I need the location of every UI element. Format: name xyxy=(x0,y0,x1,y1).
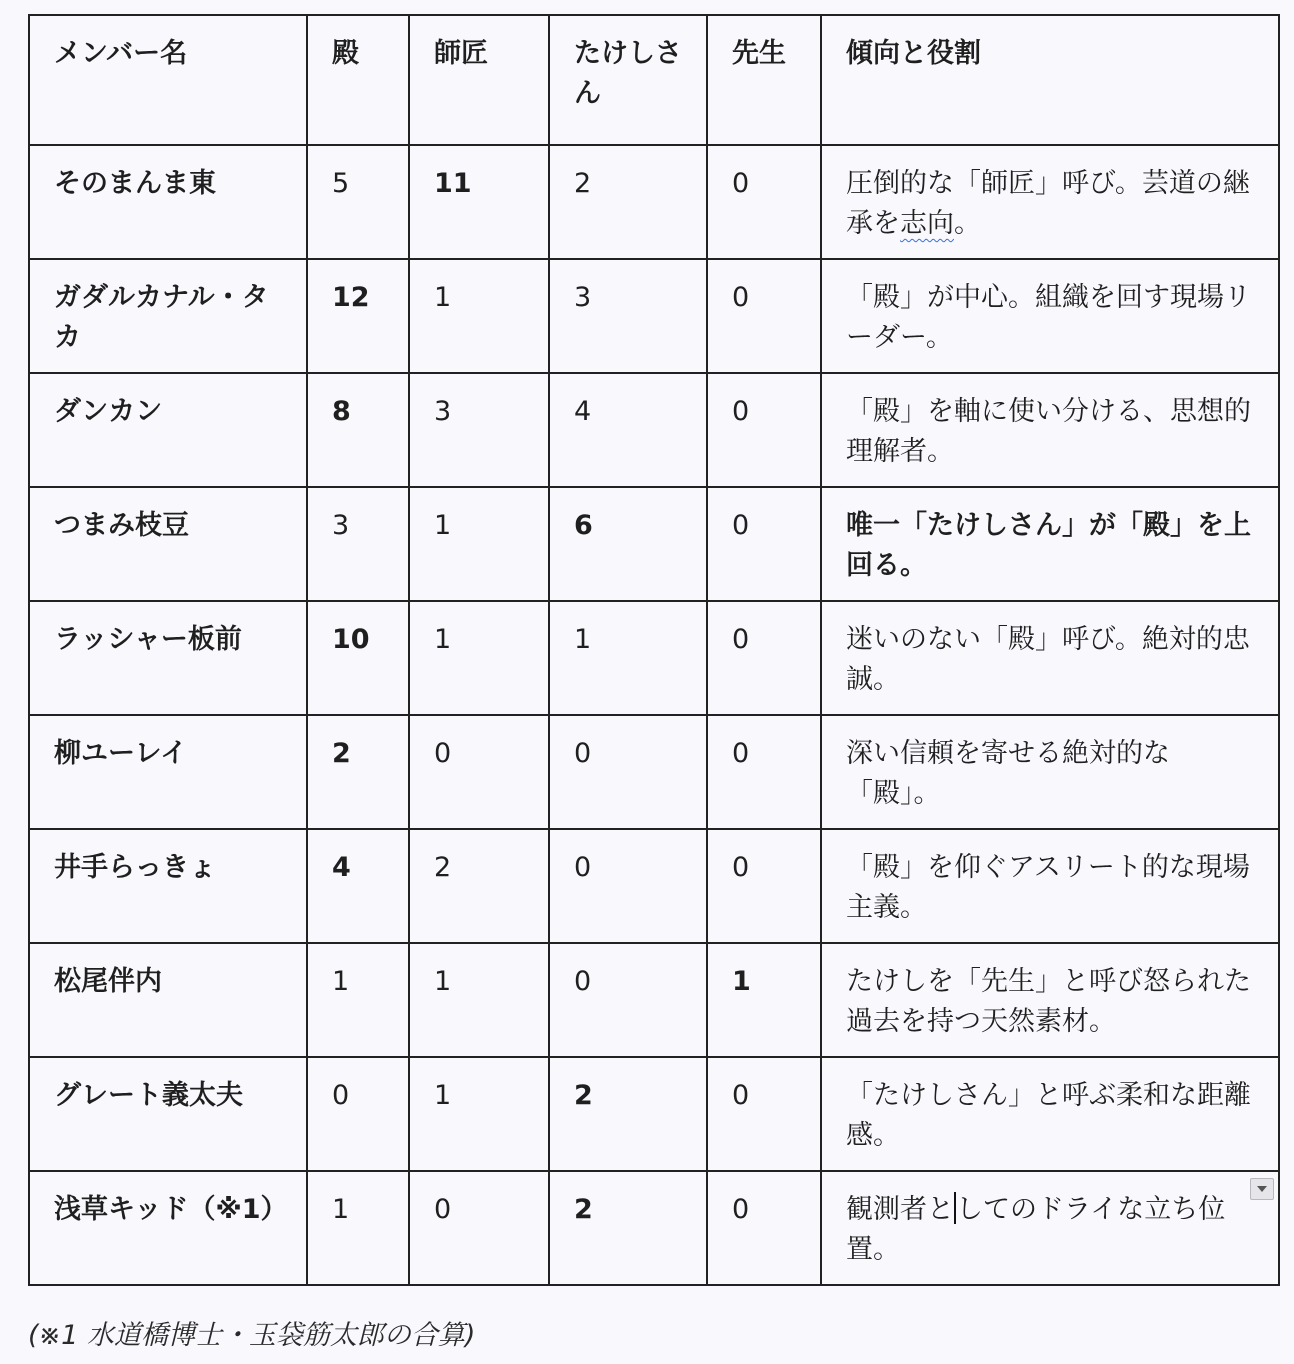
shisho-count-cell[interactable]: 0 xyxy=(409,1171,549,1285)
tono-count-cell[interactable]: 1 xyxy=(307,943,409,1057)
header-role[interactable]: 傾向と役割 xyxy=(821,15,1279,145)
table-row xyxy=(29,943,1279,1057)
role-cell[interactable]: 深い信頼を寄せる絶対的な「殿」。 xyxy=(821,715,1279,829)
header-sensei[interactable]: 先生 xyxy=(707,15,821,145)
shisho-count-cell[interactable]: 1 xyxy=(409,943,549,1057)
table-row xyxy=(29,259,1279,373)
member-name-cell[interactable]: グレート義太夫 xyxy=(29,1057,307,1171)
sensei-count-cell[interactable]: 0 xyxy=(707,601,821,715)
table-row xyxy=(29,373,1279,487)
tono-count-cell[interactable]: 1 xyxy=(307,1171,409,1285)
tono-count-cell[interactable]: 0 xyxy=(307,1057,409,1171)
sensei-count-cell[interactable]: 0 xyxy=(707,1057,821,1171)
tono-count-cell[interactable]: 12 xyxy=(307,259,409,373)
tono-count-cell[interactable]: 8 xyxy=(307,373,409,487)
role-cell[interactable]: 「殿」を仰ぐアスリート的な現場主義。 xyxy=(821,829,1279,943)
table-row xyxy=(29,601,1279,715)
shisho-count-cell[interactable]: 1 xyxy=(409,1057,549,1171)
shisho-count-cell[interactable]: 1 xyxy=(409,259,549,373)
sensei-count-cell[interactable]: 0 xyxy=(707,373,821,487)
sensei-count-cell[interactable]: 1 xyxy=(707,943,821,1057)
spellcheck-underlined-word[interactable]: 志向 xyxy=(900,208,954,239)
role-cell[interactable]: 「たけしさん」と呼ぶ柔和な距離感。 xyxy=(821,1057,1279,1171)
table-row xyxy=(29,829,1279,943)
shisho-count-cell[interactable]: 2 xyxy=(409,829,549,943)
role-text-end: 。 xyxy=(954,208,981,239)
tono-count-cell[interactable]: 4 xyxy=(307,829,409,943)
role-cell[interactable]: 「殿」を軸に使い分ける、思想的理解者。 xyxy=(821,373,1279,487)
takeshi-count-cell[interactable]: 0 xyxy=(549,715,707,829)
role-text: 観測者と xyxy=(846,1194,954,1225)
takeshi-count-cell[interactable]: 2 xyxy=(549,1057,707,1171)
role-cell[interactable]: 「殿」が中心。組織を回す現場リーダー。 xyxy=(821,259,1279,373)
takeshi-count-cell[interactable]: 2 xyxy=(549,145,707,259)
member-name-cell[interactable]: ガダルカナル・タカ xyxy=(29,259,307,373)
table-row xyxy=(29,487,1279,601)
member-name-cell[interactable]: 浅草キッド（※1） xyxy=(29,1171,307,1285)
takeshi-count-cell[interactable]: 3 xyxy=(549,259,707,373)
sensei-count-cell[interactable]: 0 xyxy=(707,145,821,259)
member-name-cell[interactable]: 井手らっきょ xyxy=(29,829,307,943)
sensei-count-cell[interactable]: 0 xyxy=(707,1171,821,1285)
table-header-row xyxy=(29,15,1279,145)
role-cell[interactable]: 唯一「たけしさん」が「殿」を上回る。 xyxy=(821,487,1279,601)
role-cell[interactable]: 迷いのない「殿」呼び。絶対的忠誠。 xyxy=(821,601,1279,715)
tono-count-cell[interactable]: 5 xyxy=(307,145,409,259)
shisho-count-cell[interactable]: 1 xyxy=(409,487,549,601)
member-name-cell[interactable]: ラッシャー板前 xyxy=(29,601,307,715)
takeshi-count-cell[interactable]: 2 xyxy=(549,1171,707,1285)
shisho-count-cell[interactable]: 1 xyxy=(409,601,549,715)
takeshi-count-cell[interactable]: 0 xyxy=(549,943,707,1057)
takeshi-count-cell[interactable]: 6 xyxy=(549,487,707,601)
table-row xyxy=(29,715,1279,829)
takeshi-count-cell[interactable]: 0 xyxy=(549,829,707,943)
takeshi-count-cell[interactable]: 4 xyxy=(549,373,707,487)
header-shisho[interactable]: 師匠 xyxy=(409,15,549,145)
member-name-cell[interactable]: ダンカン xyxy=(29,373,307,487)
table-row xyxy=(29,1057,1279,1171)
sensei-count-cell[interactable]: 0 xyxy=(707,829,821,943)
role-cell[interactable] xyxy=(821,145,1279,259)
member-name-cell[interactable]: そのまんま東 xyxy=(29,145,307,259)
header-tono[interactable]: 殿 xyxy=(307,15,409,145)
sensei-count-cell[interactable]: 0 xyxy=(707,259,821,373)
table-row xyxy=(29,145,1279,259)
member-name-cell[interactable]: 柳ユーレイ xyxy=(29,715,307,829)
sensei-count-cell[interactable]: 0 xyxy=(707,715,821,829)
takeshi-count-cell[interactable]: 1 xyxy=(549,601,707,715)
footnote: (※1 水道橋博士・玉袋筋太郎の合算) xyxy=(28,1320,476,1351)
role-text-rest: してのドライな立ち位置。 xyxy=(846,1194,1226,1265)
tono-count-cell[interactable]: 3 xyxy=(307,487,409,601)
header-takeshi-san[interactable]: たけしさん xyxy=(549,15,707,145)
shisho-count-cell[interactable]: 3 xyxy=(409,373,549,487)
role-cell[interactable] xyxy=(821,1171,1279,1285)
cell-dropdown-icon[interactable] xyxy=(1250,1178,1274,1200)
role-text: 圧倒的な「師匠」呼び。芸道の継承を xyxy=(846,168,1250,239)
tono-count-cell[interactable]: 2 xyxy=(307,715,409,829)
header-member-name[interactable]: メンバー名 xyxy=(29,15,307,145)
table-row xyxy=(29,1171,1279,1285)
member-table xyxy=(28,14,1280,1286)
sensei-count-cell[interactable]: 0 xyxy=(707,487,821,601)
shisho-count-cell[interactable]: 0 xyxy=(409,715,549,829)
role-cell[interactable]: たけしを「先生」と呼び怒られた過去を持つ天然素材。 xyxy=(821,943,1279,1057)
tono-count-cell[interactable]: 10 xyxy=(307,601,409,715)
shisho-count-cell[interactable]: 11 xyxy=(409,145,549,259)
member-name-cell[interactable]: つまみ枝豆 xyxy=(29,487,307,601)
member-name-cell[interactable]: 松尾伴内 xyxy=(29,943,307,1057)
